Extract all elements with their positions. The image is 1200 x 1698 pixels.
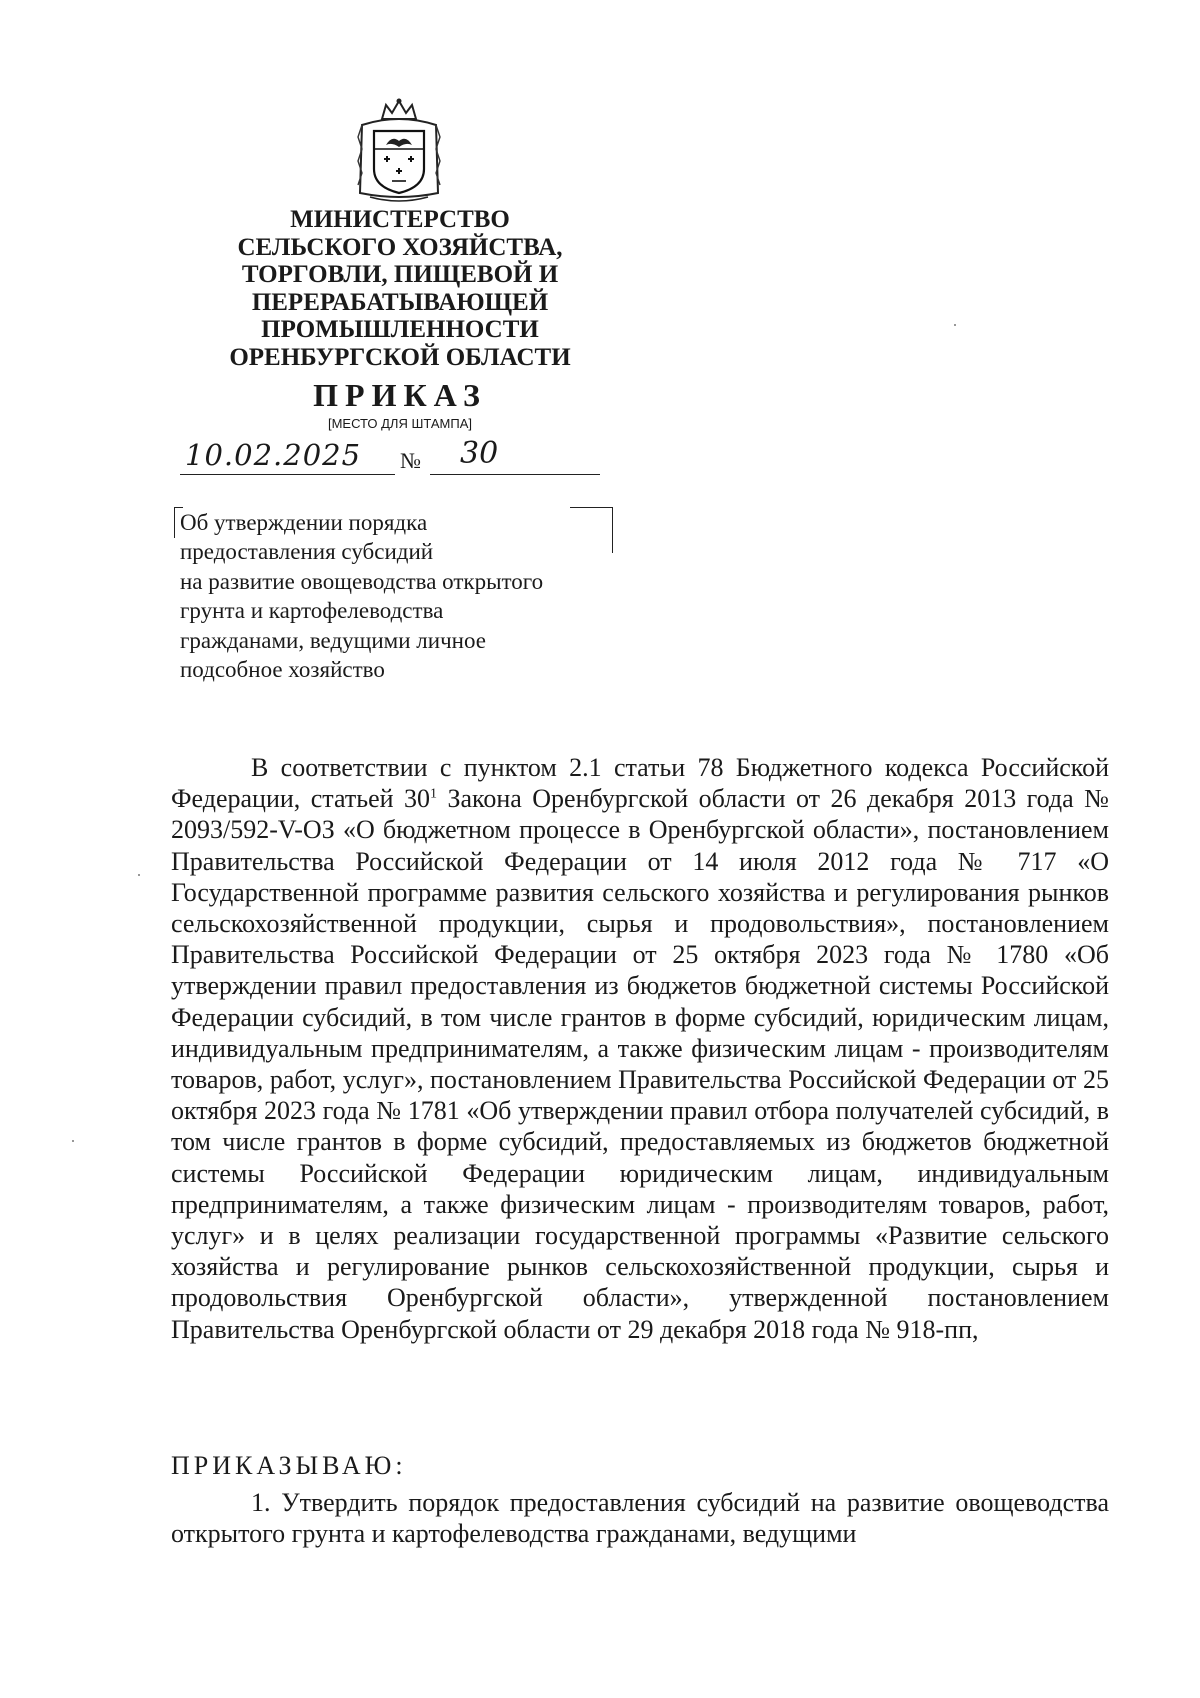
handwritten-number: 30 [460, 436, 499, 471]
decree-word: ПРИКАЗЫВАЮ: [171, 1451, 407, 1480]
preamble-text-part1: В соответствии с пунктом 2.1 статьи 78 Бюджетного кодекса Российской Федерации, статьей 30 [171, 753, 1109, 814]
document-type-title: ПРИКАЗ [313, 377, 487, 413]
subject-line: предоставления субсидий [180, 539, 434, 565]
date-number-line [180, 438, 600, 478]
oblast-coat-of-arms-icon [356, 97, 442, 205]
subject-line: грунта и картофелеводства [180, 598, 444, 624]
scan-speck [954, 324, 956, 326]
article-superscript: 1 [430, 786, 437, 802]
ministry-line: ОРЕНБУРГСКОЙ ОБЛАСТИ [229, 343, 571, 371]
subject-line: подсобное хозяйство [180, 657, 385, 683]
scan-speck [72, 1140, 74, 1142]
order-item-1: 1. Утвердить порядок предоставления субсидий на развитие овощеводства открытого грунта и картофелеводства гражданами, ведущими [171, 1488, 1109, 1549]
handwritten-date: 10.02.2025 [185, 438, 362, 472]
order-subject [180, 508, 620, 684]
ministry-line: ТОРГОВЛИ, ПИЩЕВОЙ И [241, 261, 559, 288]
ministry-line: ПЕРЕРАБАТЫВАЮЩЕЙ [251, 288, 549, 316]
ministry-name [200, 206, 600, 371]
subject-line: Об утверждении порядка [180, 510, 428, 535]
number-sign: № [400, 448, 421, 473]
ministry-line: МИНИСТЕРСТВО [290, 206, 510, 233]
ministry-line: СЕЛЬСКОГО ХОЗЯЙСТВА, [237, 233, 563, 261]
subject-line: гражданами, ведущими личное [180, 627, 486, 653]
scan-speck [138, 874, 140, 876]
number-underline [430, 474, 600, 475]
stamp-placeholder: [МЕСТО ДЛЯ ШТАМПА] [327, 416, 473, 431]
preamble-paragraph [171, 752, 1109, 1345]
preamble-text-part2: Закона Оренбургской области от 26 декабря 2013 года № 2093/592-V-ОЗ «О бюджетном процессе в Оренбургской области», постановлением Правительства Российской Федерации от 14 июля 2012 года № 717 «О Государственной программе развития сельского хозяйства и регулирования рынков сельскохозяйственной продукции, сырья и продовольствия», постановлением Правительства Российской Федерации от 25 октября 2023 года № 1780 «Об утверждении правил предоставления из бюджетов бюджетной системы Российской Федерации субсидий, в том числе грантов в форме субсидий, юридическим лицам, индивидуальным предпринимателям, а также физическим лицам - производителям товаров, работ, услуг», постановлением Правительства Российской Федерации от 25 октября 2023 года № 1781 «Об утверждении правил отбора получателей субсидий, в том числе грантов в форме субсидий, предоставляемых из бюджетов бюджетной системы Российской Федерации юридическим лицам, индивидуальным предпринимателям, а также физическим лицам - производителям товаров, работ, услуг» и в целях реализации государственной программы «Развитие сельского хозяйства и регулирование рынков сельскохозяйственной продукции, сырья и продовольствия Оренбургской области», утвержденной постановлением Правительства Оренбургской области от 29 декабря 2018 года № 918-пп, [171, 784, 1109, 1344]
date-underline [180, 474, 395, 475]
ministry-line: ПРОМЫШЛЕННОСТИ [261, 316, 539, 343]
subject-line: на развитие овощеводства открытого [180, 568, 544, 594]
